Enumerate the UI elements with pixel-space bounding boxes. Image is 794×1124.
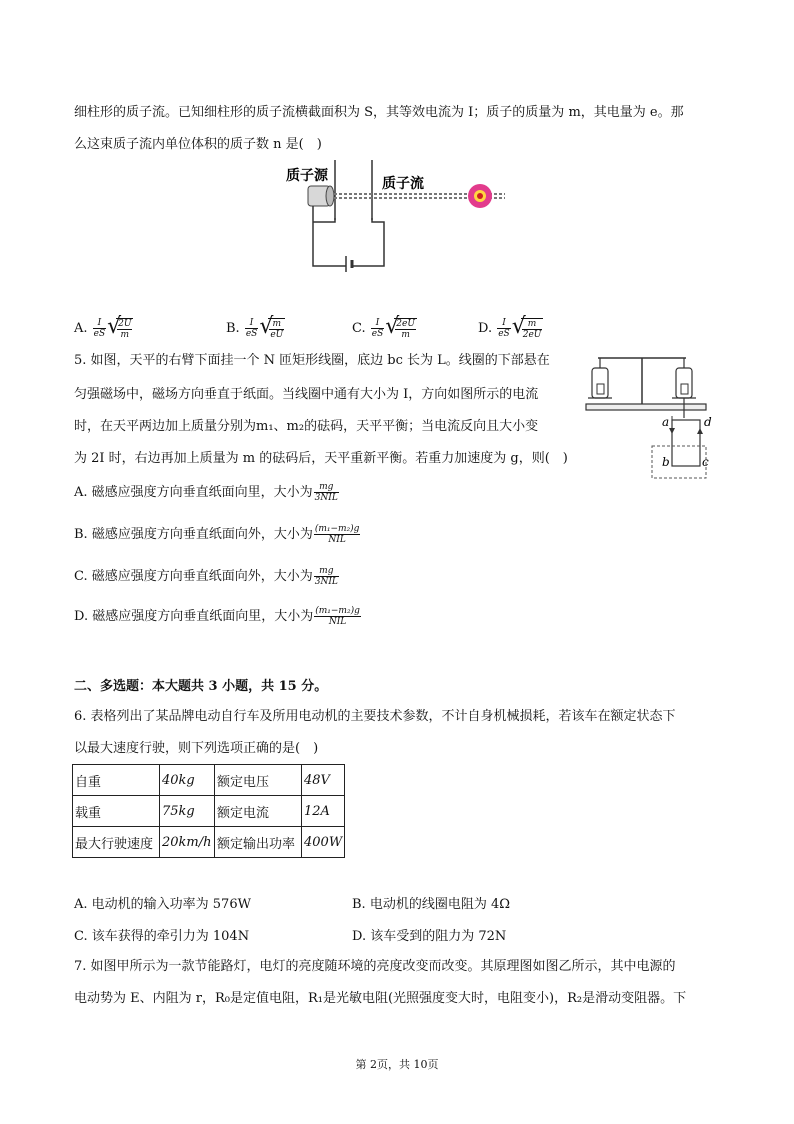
- option-letter: A.: [74, 321, 88, 336]
- square-root: √ $\frac{2U}{m}$: [107, 314, 132, 340]
- table-cell: 最大行驶速度: [73, 827, 160, 858]
- frac-den: eS: [245, 329, 258, 339]
- q5-option-b[interactable]: [74, 524, 361, 546]
- frac-den: eS: [498, 329, 510, 339]
- option-fraction: [93, 318, 107, 339]
- frac-num: mg: [314, 566, 339, 577]
- q6-option-b[interactable]: B. 电动机的线圈电阻为 4Ω: [352, 897, 510, 912]
- q7-line-1: 7. 如图甲所示为一款节能路灯，电灯的亮度随环境的亮度改变而改变。其原理图如图乙所示，其中电源的: [74, 959, 676, 974]
- q6-option-d[interactable]: D. 该车受到的阻力为 72N: [352, 929, 507, 944]
- q6-option-c[interactable]: C. 该车获得的牵引力为 104N: [74, 929, 250, 944]
- table-cell: 40kg: [160, 765, 215, 796]
- coil-label-b: b: [662, 455, 670, 469]
- option-text: B. 磁感应强度方向垂直纸面向外，大小为: [74, 527, 313, 542]
- option-text: C. 磁感应强度方向垂直纸面向外，大小为: [74, 569, 313, 584]
- q4-line-1: 细柱形的质子流。已知细柱形的质子流横截面积为 S，其等效电流为 I；质子的质量为 m，其电量为 e。那: [74, 105, 684, 120]
- q6-line-1: 6. 表格列出了某品牌电动自行车及所用电动机的主要技术参数，不计自身机械损耗，若该车在额定状态下: [74, 709, 676, 724]
- frac-den: 3NIL: [314, 493, 338, 503]
- q5-line-4: 为 2I 时，右边再加上质量为 m 的砝码后，天平重新平衡。若重力加速度为 g，则( ): [74, 451, 568, 466]
- option-fraction: [245, 318, 259, 339]
- option-fraction: [371, 318, 385, 339]
- q4-option-a[interactable]: [74, 316, 133, 341]
- table-cell: 12A: [302, 796, 345, 827]
- option-letter: B.: [226, 321, 240, 336]
- coil-label-a: a: [662, 415, 670, 429]
- frac-num: mg: [314, 482, 339, 493]
- table-cell: 额定输出功率: [215, 827, 302, 858]
- frac-den: NIL: [328, 617, 347, 627]
- q5-line-2: 匀强磁场中，磁场方向垂直于纸面。当线圈中通有大小为 I，方向如图所示的电流: [74, 387, 539, 402]
- table-cell: 载重: [73, 796, 160, 827]
- q4-option-d[interactable]: [478, 316, 543, 341]
- table-row: [73, 827, 345, 858]
- proton-source-label: 质子源: [286, 168, 328, 184]
- frac-num: (m₁−m₂)g: [314, 524, 360, 534]
- table-cell: 75kg: [160, 796, 215, 827]
- frac-num: I: [245, 318, 259, 329]
- table-row: [73, 796, 345, 827]
- square-root: √ $\frac{m}{eU}$: [259, 314, 284, 340]
- square-root: √ $\frac{m}{2eU}$: [511, 314, 542, 340]
- table-cell: 自重: [73, 765, 160, 796]
- frac-num: I: [371, 318, 385, 329]
- proton-flow-label: 质子流: [382, 176, 424, 192]
- option-fraction: [497, 318, 511, 339]
- coil-label-c: c: [702, 455, 709, 469]
- rad-num: 2eU: [396, 319, 415, 329]
- frac-den: eS: [371, 329, 384, 339]
- square-root: √ $\frac{2eU}{m}$: [385, 314, 415, 340]
- rad-num: m: [522, 319, 543, 330]
- q6-line-2: 以最大速度行驶，则下列选项正确的是( ): [74, 741, 319, 756]
- table-cell: 额定电压: [215, 765, 302, 796]
- option-text: A. 磁感应强度方向垂直纸面向里，大小为: [74, 485, 313, 500]
- spec-table: [72, 764, 345, 858]
- option-text: D. 磁感应强度方向垂直纸面向里，大小为: [74, 609, 314, 624]
- frac-den: 3NIL: [314, 577, 338, 587]
- table-cell: 400W: [302, 827, 345, 858]
- frac-num: I: [93, 318, 107, 329]
- balance-coil-figure: [586, 348, 710, 484]
- rad-den: m: [401, 330, 410, 340]
- q4-option-c[interactable]: [352, 316, 417, 341]
- q5-line-3: 时，在天平两边加上质量分别为m₁、m₂的砝码，天平平衡；当电流反向且大小变: [74, 419, 539, 434]
- q7-line-2: 电动势为 E、内阻为 r，R₀是定值电阻，R₁是光敏电阻(光照强度变大时，电阻变小)，R₂是滑动变阻器。下: [74, 991, 687, 1006]
- frac-num: (m₁−m₂)g: [315, 606, 360, 616]
- option-letter: C.: [352, 321, 366, 336]
- frac-num: I: [497, 318, 511, 329]
- table-cell: 额定电流: [215, 796, 302, 827]
- frac-den: eS: [93, 329, 106, 339]
- q6-option-a[interactable]: A. 电动机的输入功率为 576W: [74, 897, 251, 912]
- section-heading: 二、多选题：本大题共 3 小题，共 15 分。: [74, 679, 328, 694]
- option-letter: D.: [478, 321, 493, 336]
- q5-line-1: 5. 如图，天平的右臂下面挂一个 N 匝矩形线圈，底边 bc 长为 L。线圈的下部悬在: [74, 353, 550, 368]
- coil-label-d: d: [704, 415, 712, 429]
- q4-option-b[interactable]: [226, 316, 285, 341]
- q4-line-2: 么这束质子流内单位体积的质子数 n 是( ): [74, 137, 322, 152]
- table-cell: 48V: [302, 765, 345, 796]
- rad-den: m: [120, 330, 130, 340]
- page-number: 第 2页，共 10页: [355, 1058, 439, 1071]
- proton-beam-figure: [280, 160, 520, 272]
- q5-option-c[interactable]: [74, 566, 340, 588]
- table-cell: 20km/h: [160, 827, 215, 858]
- table-row: [73, 765, 345, 796]
- rad-num: m: [269, 319, 284, 330]
- frac-den: NIL: [328, 535, 346, 545]
- rad-den: 2eU: [522, 330, 542, 340]
- rad-num: 2U: [118, 319, 132, 329]
- q5-option-d[interactable]: [74, 606, 362, 628]
- q5-option-a[interactable]: [74, 482, 340, 504]
- rad-den: eU: [270, 330, 284, 340]
